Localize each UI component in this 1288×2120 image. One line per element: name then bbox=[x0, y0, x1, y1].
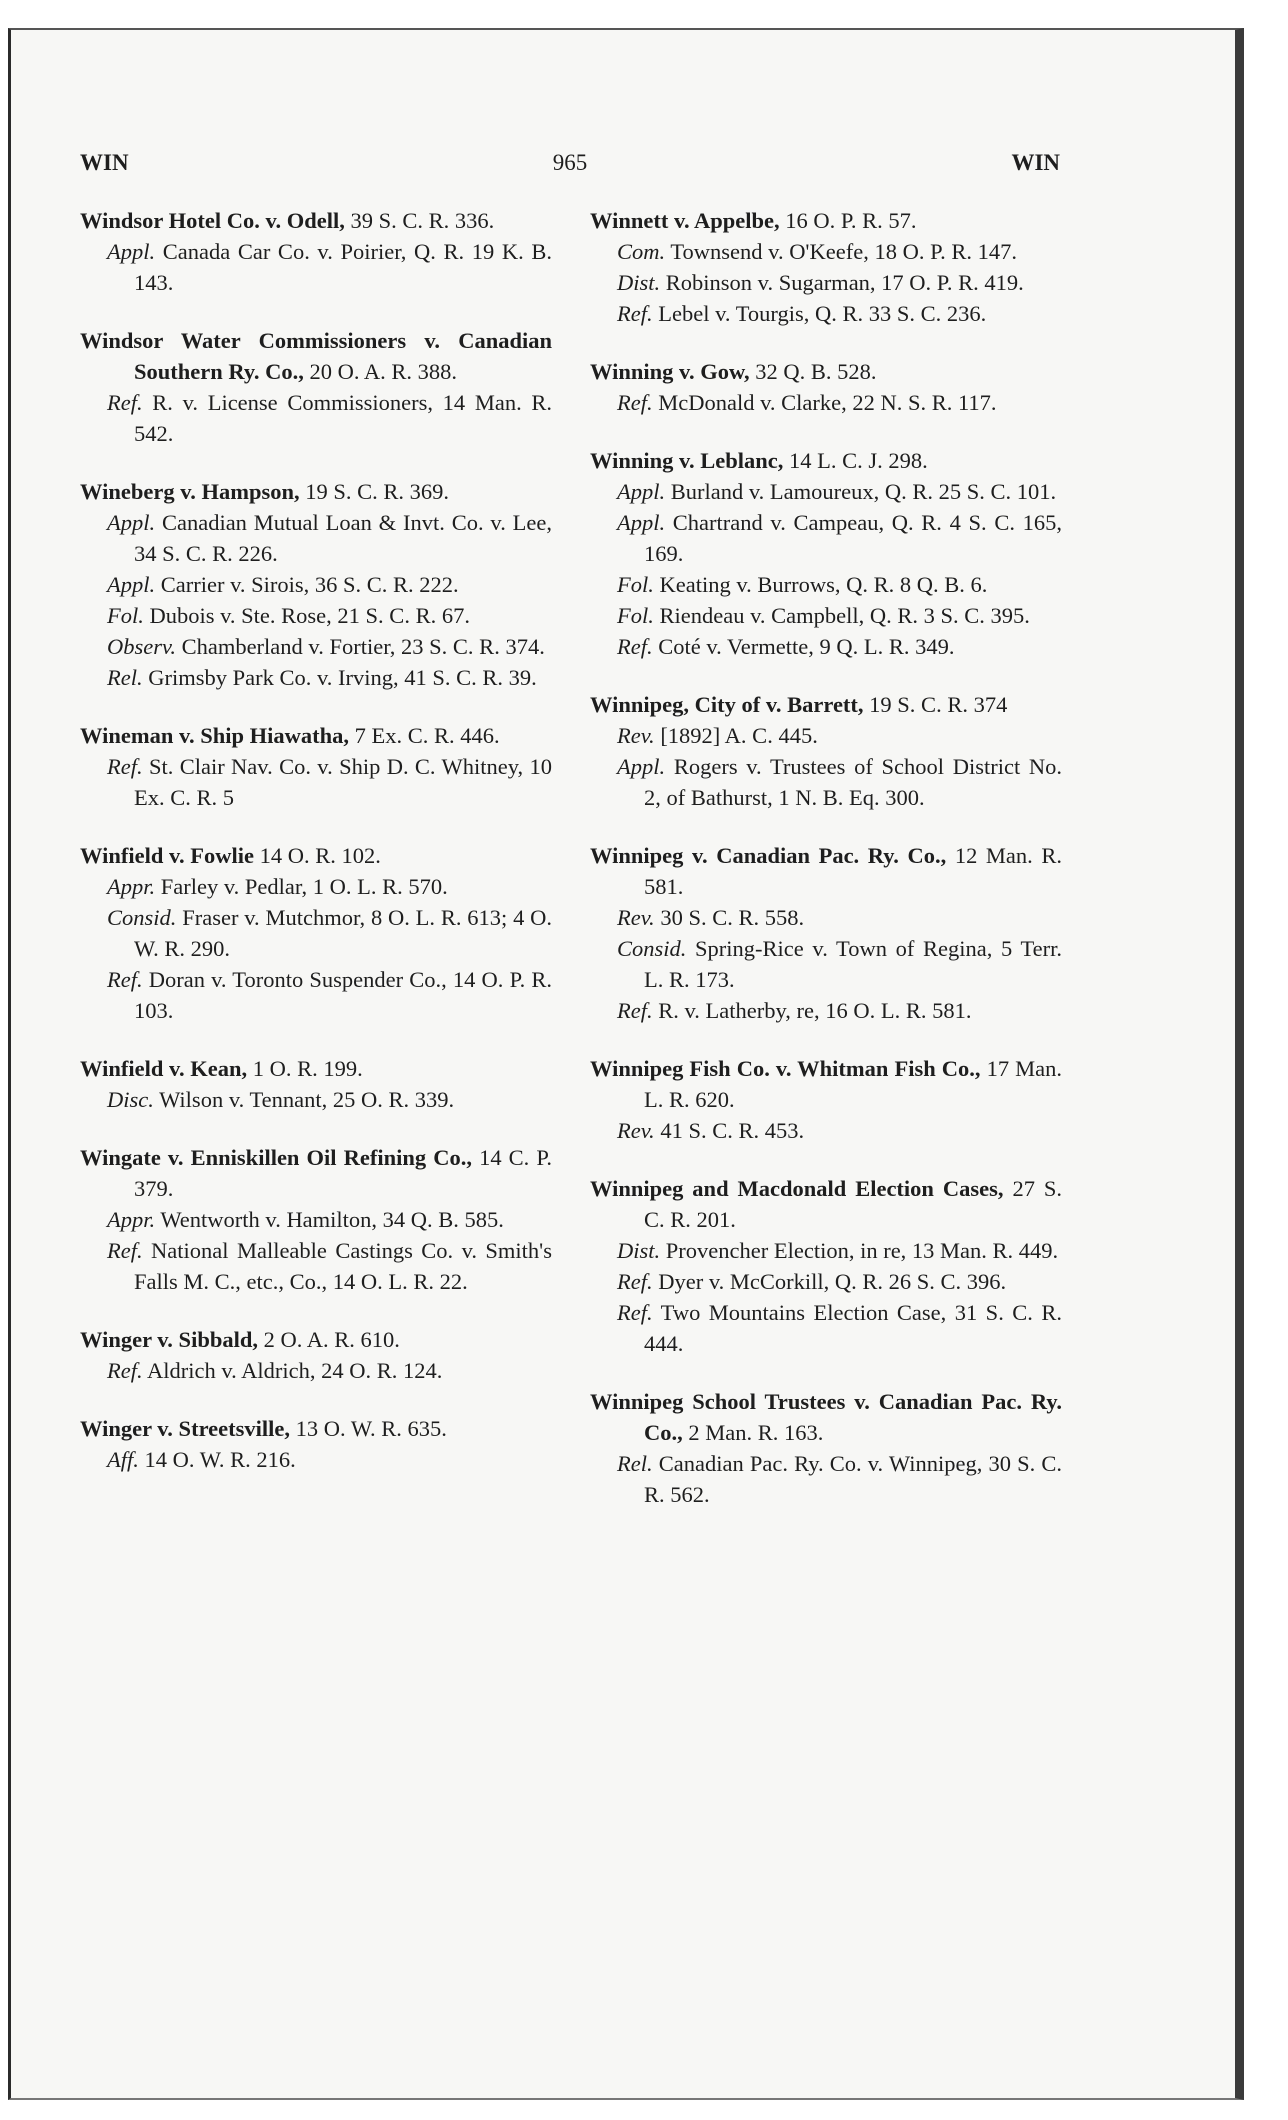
case-entry bbox=[80, 1324, 552, 1386]
case-entry bbox=[80, 720, 552, 813]
reference-treatment-label: Ref. bbox=[107, 754, 143, 779]
reference-treatment-label: Dist. bbox=[617, 1238, 661, 1263]
reference-text: National Malleable Castings Co. v. Smith's Falls M. C., etc., Co., 14 O. L. R. 22. bbox=[134, 1238, 552, 1294]
case-citation: 16 O. P. R. 57. bbox=[785, 208, 917, 233]
case-entry bbox=[80, 840, 552, 1026]
case-heading bbox=[590, 356, 1062, 387]
case-heading bbox=[80, 1413, 552, 1444]
case-entry bbox=[80, 205, 552, 298]
case-title: Wingate v. Enniskillen Oil Refining Co., bbox=[80, 1145, 472, 1170]
reference-text: 14 O. W. R. 216. bbox=[144, 1447, 296, 1472]
case-citation: 32 Q. B. 528. bbox=[755, 359, 877, 384]
left-column bbox=[80, 205, 552, 1502]
case-reference bbox=[80, 1444, 552, 1475]
case-heading bbox=[80, 840, 552, 871]
reference-treatment-label: Appl. bbox=[617, 510, 666, 535]
header-left-guide-word: WIN bbox=[80, 150, 129, 175]
reference-treatment-label: Dist. bbox=[617, 270, 661, 295]
case-entry bbox=[80, 1142, 552, 1297]
case-heading bbox=[80, 1324, 552, 1355]
case-reference bbox=[80, 964, 552, 1026]
case-title: Winnipeg and Macdonald Election Cases, bbox=[590, 1176, 1004, 1201]
reference-text: Grimsby Park Co. v. Irving, 41 S. C. R. 39. bbox=[148, 665, 537, 690]
case-entry bbox=[80, 1413, 552, 1475]
reference-text: Wilson v. Tennant, 25 O. R. 339. bbox=[159, 1087, 455, 1112]
case-entry bbox=[80, 325, 552, 449]
reference-treatment-label: Fol. bbox=[107, 603, 144, 628]
reference-treatment-label: Rev. bbox=[617, 905, 655, 930]
reference-treatment-label: Appl. bbox=[107, 510, 156, 535]
reference-text: Canadian Pac. Ry. Co. v. Winnipeg, 30 S. C. R. 562. bbox=[644, 1451, 1063, 1507]
reference-treatment-label: Fol. bbox=[617, 603, 654, 628]
case-reference bbox=[590, 1266, 1062, 1297]
case-citation: 2 Man. R. 163. bbox=[688, 1420, 824, 1445]
reference-text: Rogers v. Trustees of School District No. 2, of Bathurst, 1 N. B. Eq. 300. bbox=[644, 754, 1063, 810]
case-title: Wineberg v. Hampson, bbox=[80, 479, 300, 504]
case-citation: 1 O. R. 199. bbox=[252, 1056, 363, 1081]
case-reference bbox=[80, 902, 552, 964]
case-title: Windsor Water Commissioners v. Canadian Southern Ry. Co., bbox=[80, 328, 552, 384]
case-citation: 2 O. A. R. 610. bbox=[263, 1327, 400, 1352]
case-heading bbox=[80, 325, 552, 387]
reference-treatment-label: Appr. bbox=[107, 874, 156, 899]
reference-treatment-label: Consid. bbox=[107, 905, 177, 930]
reference-treatment-label: Com. bbox=[617, 239, 666, 264]
reference-treatment-label: Ref. bbox=[617, 634, 653, 659]
case-reference bbox=[80, 507, 552, 569]
reference-treatment-label: Consid. bbox=[617, 936, 687, 961]
reference-text: R. v. License Commissioners, 14 Man. R. 542. bbox=[134, 390, 552, 446]
reference-text: Chartrand v. Campeau, Q. R. 4 S. C. 165, 169. bbox=[644, 510, 1062, 566]
reference-text: R. v. Latherby, re, 16 O. L. R. 581. bbox=[658, 998, 972, 1023]
case-reference bbox=[80, 631, 552, 662]
reference-text: Riendeau v. Campbell, Q. R. 3 S. C. 395. bbox=[659, 603, 1030, 628]
case-citation: 13 O. W. R. 635. bbox=[295, 1416, 447, 1441]
reference-text: Farley v. Pedlar, 1 O. L. R. 570. bbox=[160, 874, 448, 899]
case-reference bbox=[590, 1235, 1062, 1266]
case-citation: 14 O. R. 102. bbox=[259, 843, 381, 868]
reference-treatment-label: Appl. bbox=[107, 239, 156, 264]
case-reference bbox=[590, 1448, 1062, 1510]
case-reference bbox=[590, 1297, 1062, 1359]
case-citation: 7 Ex. C. R. 446. bbox=[354, 723, 500, 748]
right-column bbox=[590, 205, 1062, 1537]
case-citation: 20 O. A. R. 388. bbox=[309, 359, 458, 384]
reference-text: Lebel v. Tourgis, Q. R. 33 S. C. 236. bbox=[658, 301, 987, 326]
reference-treatment-label: Ref. bbox=[107, 1358, 143, 1383]
reference-text: Aldrich v. Aldrich, 24 O. R. 124. bbox=[147, 1358, 443, 1383]
reference-text: Townsend v. O'Keefe, 18 O. P. R. 147. bbox=[670, 239, 1017, 264]
case-reference bbox=[80, 751, 552, 813]
case-title: Winnett v. Appelbe, bbox=[590, 208, 780, 233]
case-citation: 17 Man. L. R. 620. bbox=[644, 1056, 1063, 1112]
reference-treatment-label: Ref. bbox=[617, 390, 653, 415]
reference-text: Spring-Rice v. Town of Regina, 5 Terr. L. R. 173. bbox=[644, 936, 1062, 992]
case-entry bbox=[590, 1053, 1062, 1146]
case-heading bbox=[590, 1053, 1062, 1115]
reference-treatment-label: Appl. bbox=[617, 754, 666, 779]
case-citation: 39 S. C. R. 336. bbox=[350, 208, 495, 233]
reference-text: Dubois v. Ste. Rose, 21 S. C. R. 67. bbox=[149, 603, 470, 628]
case-heading bbox=[590, 1386, 1062, 1448]
case-reference bbox=[590, 387, 1062, 418]
case-citation: 19 S. C. R. 369. bbox=[305, 479, 450, 504]
case-heading bbox=[590, 205, 1062, 236]
case-title: Winning v. Leblanc, bbox=[590, 448, 784, 473]
reference-treatment-label: Ref. bbox=[617, 998, 653, 1023]
case-heading bbox=[80, 1053, 552, 1084]
reference-text: Coté v. Vermette, 9 Q. L. R. 349. bbox=[658, 634, 955, 659]
case-reference bbox=[80, 1235, 552, 1297]
reference-treatment-label: Observ. bbox=[107, 634, 176, 659]
case-entry bbox=[590, 1173, 1062, 1359]
case-heading bbox=[590, 1173, 1062, 1235]
case-reference bbox=[590, 1115, 1062, 1146]
reference-treatment-label: Rev. bbox=[617, 723, 655, 748]
case-reference bbox=[590, 600, 1062, 631]
case-reference bbox=[590, 902, 1062, 933]
case-citation: 12 Man. R. 581. bbox=[644, 843, 1062, 899]
case-heading bbox=[80, 205, 552, 236]
case-reference bbox=[80, 871, 552, 902]
reference-text: McDonald v. Clarke, 22 N. S. R. 117. bbox=[658, 390, 997, 415]
reference-treatment-label: Appr. bbox=[107, 1207, 156, 1232]
case-reference bbox=[590, 298, 1062, 329]
reference-text: Fraser v. Mutchmor, 8 O. L. R. 613; 4 O. W. R. 290. bbox=[134, 905, 553, 961]
case-heading bbox=[80, 476, 552, 507]
case-reference bbox=[80, 600, 552, 631]
case-title: Winnipeg, City of v. Barrett, bbox=[590, 692, 864, 717]
case-reference bbox=[590, 569, 1062, 600]
reference-text: 30 S. C. R. 558. bbox=[660, 905, 805, 930]
reference-treatment-label: Appl. bbox=[107, 572, 156, 597]
reference-text: Robinson v. Sugarman, 17 O. P. R. 419. bbox=[665, 270, 1024, 295]
case-entry bbox=[590, 840, 1062, 1026]
case-title: Winger v. Sibbald, bbox=[80, 1327, 258, 1352]
case-heading bbox=[590, 689, 1062, 720]
case-reference bbox=[590, 507, 1062, 569]
case-citation: 14 C. P. 379. bbox=[134, 1145, 553, 1201]
reference-text: Chamberland v. Fortier, 23 S. C. R. 374. bbox=[181, 634, 545, 659]
case-heading bbox=[80, 1142, 552, 1204]
case-entry bbox=[590, 445, 1062, 662]
case-title: Winning v. Gow, bbox=[590, 359, 750, 384]
case-reference bbox=[80, 569, 552, 600]
case-citation: 14 L. C. J. 298. bbox=[789, 448, 928, 473]
reference-text: Burland v. Lamoureux, Q. R. 25 S. C. 101. bbox=[670, 479, 1057, 504]
reference-text: Dyer v. McCorkill, Q. R. 26 S. C. 396. bbox=[658, 1269, 1007, 1294]
reference-treatment-label: Rel. bbox=[107, 665, 143, 690]
reference-text: 41 S. C. R. 453. bbox=[660, 1118, 805, 1143]
case-reference bbox=[80, 387, 552, 449]
running-header bbox=[80, 150, 1060, 180]
reference-treatment-label: Ref. bbox=[107, 967, 143, 992]
case-heading bbox=[590, 445, 1062, 476]
case-reference bbox=[80, 236, 552, 298]
case-entry bbox=[590, 356, 1062, 418]
case-citation: 19 S. C. R. 374 bbox=[869, 692, 1008, 717]
reference-text: Keating v. Burrows, Q. R. 8 Q. B. 6. bbox=[659, 572, 988, 597]
reference-text: Canadian Mutual Loan & Invt. Co. v. Lee, 34 S. C. R. 226. bbox=[134, 510, 553, 566]
case-entry bbox=[590, 1386, 1062, 1510]
case-title: Winger v. Streetsville, bbox=[80, 1416, 290, 1441]
case-title: Wineman v. Ship Hiawatha, bbox=[80, 723, 350, 748]
reference-text: Two Mountains Election Case, 31 S. C. R. 444. bbox=[644, 1300, 1062, 1356]
case-reference bbox=[590, 267, 1062, 298]
reference-text: St. Clair Nav. Co. v. Ship D. C. Whitney, 10 Ex. C. R. 5 bbox=[134, 754, 553, 810]
page-number: 965 bbox=[552, 150, 588, 175]
case-title: Winfield v. Kean, bbox=[80, 1056, 248, 1081]
reference-treatment-label: Aff. bbox=[107, 1447, 139, 1472]
case-reference bbox=[590, 720, 1062, 751]
case-reference bbox=[590, 751, 1062, 813]
reference-text: Wentworth v. Hamilton, 34 Q. B. 585. bbox=[160, 1207, 504, 1232]
case-heading bbox=[80, 720, 552, 751]
reference-text: Canada Car Co. v. Poirier, Q. R. 19 K. B. 143. bbox=[134, 239, 553, 295]
case-reference bbox=[590, 995, 1062, 1026]
case-title: Winnipeg v. Canadian Pac. Ry. Co., bbox=[590, 843, 947, 868]
case-entry bbox=[80, 476, 552, 693]
reference-treatment-label: Ref. bbox=[617, 301, 653, 326]
case-reference bbox=[80, 1084, 552, 1115]
reference-treatment-label: Rev. bbox=[617, 1118, 655, 1143]
reference-treatment-label: Ref. bbox=[617, 1300, 653, 1325]
case-reference bbox=[80, 1204, 552, 1235]
reference-treatment-label: Appl. bbox=[617, 479, 666, 504]
case-reference bbox=[590, 476, 1062, 507]
case-title: Winnipeg School Trustees v. Canadian Pac. Ry. Co., bbox=[590, 1389, 1062, 1445]
case-reference bbox=[80, 1355, 552, 1386]
reference-text: Provencher Election, in re, 13 Man. R. 449. bbox=[665, 1238, 1059, 1263]
reference-text: Doran v. Toronto Suspender Co., 14 O. P. R. 103. bbox=[134, 967, 553, 1023]
reference-text: [1892] A. C. 445. bbox=[660, 723, 818, 748]
case-title: Winnipeg Fish Co. v. Whitman Fish Co., bbox=[590, 1056, 981, 1081]
case-reference bbox=[590, 631, 1062, 662]
reference-treatment-label: Ref. bbox=[107, 390, 143, 415]
case-entry bbox=[590, 205, 1062, 329]
case-reference bbox=[590, 236, 1062, 267]
reference-treatment-label: Ref. bbox=[107, 1238, 143, 1263]
case-reference bbox=[80, 662, 552, 693]
case-reference bbox=[590, 933, 1062, 995]
case-entry bbox=[80, 1053, 552, 1115]
case-title: Winfield v. Fowlie bbox=[80, 843, 254, 868]
header-right-guide-word: WIN bbox=[1011, 150, 1060, 175]
reference-treatment-label: Rel. bbox=[617, 1451, 653, 1476]
case-title: Windsor Hotel Co. v. Odell, bbox=[80, 208, 345, 233]
case-citation: 27 S. C. R. 201. bbox=[644, 1176, 1063, 1232]
reference-treatment-label: Disc. bbox=[107, 1087, 154, 1112]
reference-text: Carrier v. Sirois, 36 S. C. R. 222. bbox=[160, 572, 459, 597]
case-entry bbox=[590, 689, 1062, 813]
reference-treatment-label: Fol. bbox=[617, 572, 654, 597]
reference-treatment-label: Ref. bbox=[617, 1269, 653, 1294]
case-heading bbox=[590, 840, 1062, 902]
